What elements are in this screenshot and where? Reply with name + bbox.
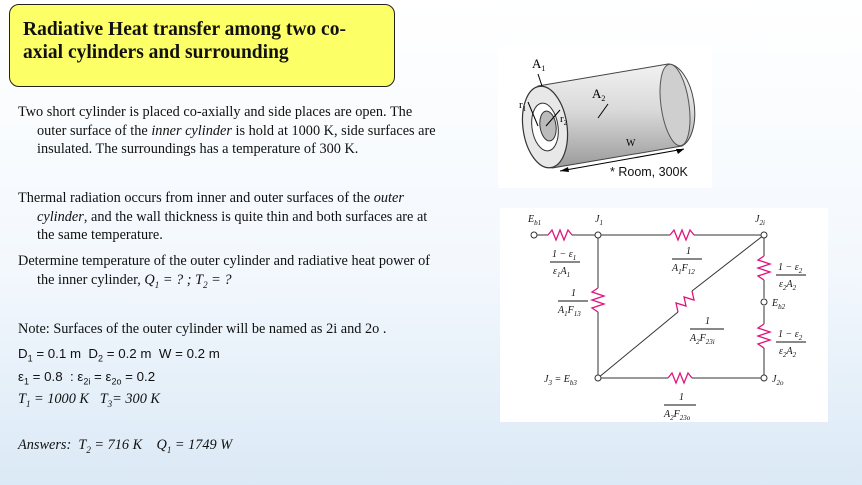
t2-answer: 716 K — [107, 437, 143, 453]
e2-value: 0.2 — [136, 369, 156, 384]
svg-text:1 − ε2: $1 - \varepsilon_2$ — [778, 329, 803, 342]
svg-text:1: 1 — [705, 316, 710, 327]
resistance-network — [500, 208, 828, 422]
problem-paragraph-1 — [18, 103, 438, 159]
answers-label: Answers: — [18, 437, 72, 453]
emissivity-line: $\varepsilon_1 = 0.8$ : $\varepsilon_{2i} = \varepsilon_{2o} = 0.2$ — [18, 369, 156, 387]
q1-answer: 1749 W — [188, 437, 233, 453]
unknowns: $Q_1$ = ? ; $T_2$ = ? — [144, 271, 232, 290]
svg-text:ε1A1: $\varepsilon_1A_1$ — [553, 266, 571, 279]
answers-line: Answers: $T_2 = 716$ K $Q_1 = 1749$ W — [18, 437, 233, 455]
svg-text:1 − ε1: $1 - \varepsilon_1$ — [552, 249, 577, 262]
svg-text:J3 = Eb3: $J_3 = E_{b3}$ — [544, 374, 577, 387]
p2-b-italic: outer cylinder — [37, 190, 404, 225]
temperature-line: $T_1 = 1000$ K $T_3= 300$ K — [18, 391, 160, 409]
resistance-network-figure — [500, 208, 828, 422]
p2-c: surfaces are at the same temperature. — [37, 208, 428, 243]
svg-text:A1F13: $A_1F_{13}$ — [558, 305, 581, 318]
p1-c: surfaces are insulated. The surroundings has a temperature of — [37, 122, 436, 157]
d2-value: 0.2 m — [118, 346, 152, 361]
p1-a: Two short cylinder is placed co-axially and side places are open. — [18, 104, 387, 120]
p3-b: power of the inner cylinder, — [37, 253, 431, 288]
svg-text:A1F12: $A_1F_{12}$ — [672, 263, 695, 276]
svg-text:J1: $J_1$ — [595, 214, 603, 227]
note-line: Note: Surfaces of the outer cylinder will be named as 2i and 2o . — [18, 321, 387, 337]
p3-a: Determine temperature of the outer cylinder and radiative heat — [18, 253, 376, 269]
svg-text:ε2A2: $\varepsilon_2A_2$ — [779, 279, 797, 292]
r1-label: $r_1$ — [519, 99, 527, 113]
svg-text:1: 1 — [571, 288, 576, 299]
svg-text:A2F23i: $A_2F_{23i}$ — [690, 333, 715, 346]
svg-text:J2i: $J_{2i}$ — [755, 214, 765, 227]
svg-text:Eb1: $E_{b1}$ — [528, 214, 542, 227]
title-box — [9, 4, 395, 87]
t3-value: 300 K — [125, 391, 160, 407]
p1-b: The outer surface of the — [37, 104, 413, 139]
p2-a: Thermal radiation occurs from inner and outer surfaces of the — [18, 190, 371, 206]
room-temperature-label: * Room, 300K — [610, 165, 688, 179]
dimensions-line: $D_1 = 0.1$ m $D_2 = 0.2$ m W = 0.2 m — [18, 346, 220, 364]
p1-d: 300 K. — [319, 141, 359, 157]
problem-paragraph-2 — [18, 189, 438, 245]
p1-b-end: is hold at 1000 K, side — [235, 122, 365, 139]
e1-value: 0.8 — [44, 369, 63, 384]
problem-paragraph-3 — [18, 252, 438, 294]
svg-text:Eb2: $E_{b2}$ — [772, 298, 786, 311]
title-line-2: axial cylinders and surrounding — [23, 42, 289, 63]
d1-value: 0.1 m — [47, 346, 82, 361]
p1-b-italic: inner cylinder — [151, 122, 232, 139]
svg-text:1: 1 — [679, 392, 684, 403]
svg-text:1 − ε2: $1 - \varepsilon_2$ — [778, 262, 803, 275]
r2-label: $r_2$ — [560, 113, 568, 127]
w-label: W — [626, 138, 636, 149]
w-value: 0.2 m — [186, 346, 220, 361]
a2-label: $A_2$ — [592, 86, 606, 103]
p2-b: , and the wall thickness is quite thin and both — [83, 208, 342, 225]
t1-value: 1000 K — [47, 391, 89, 407]
title-line-1: Radiative Heat transfer among two co- — [23, 19, 346, 40]
svg-text:ε2A2: $\varepsilon_2A_2$ — [779, 346, 797, 359]
svg-text:1: 1 — [686, 246, 691, 257]
a1-label: $A_1$ — [532, 56, 546, 73]
svg-text:A2F23o: $A_2F_{23o}$ — [664, 409, 691, 422]
svg-text:J2o: $J_{2o}$ — [772, 374, 784, 387]
